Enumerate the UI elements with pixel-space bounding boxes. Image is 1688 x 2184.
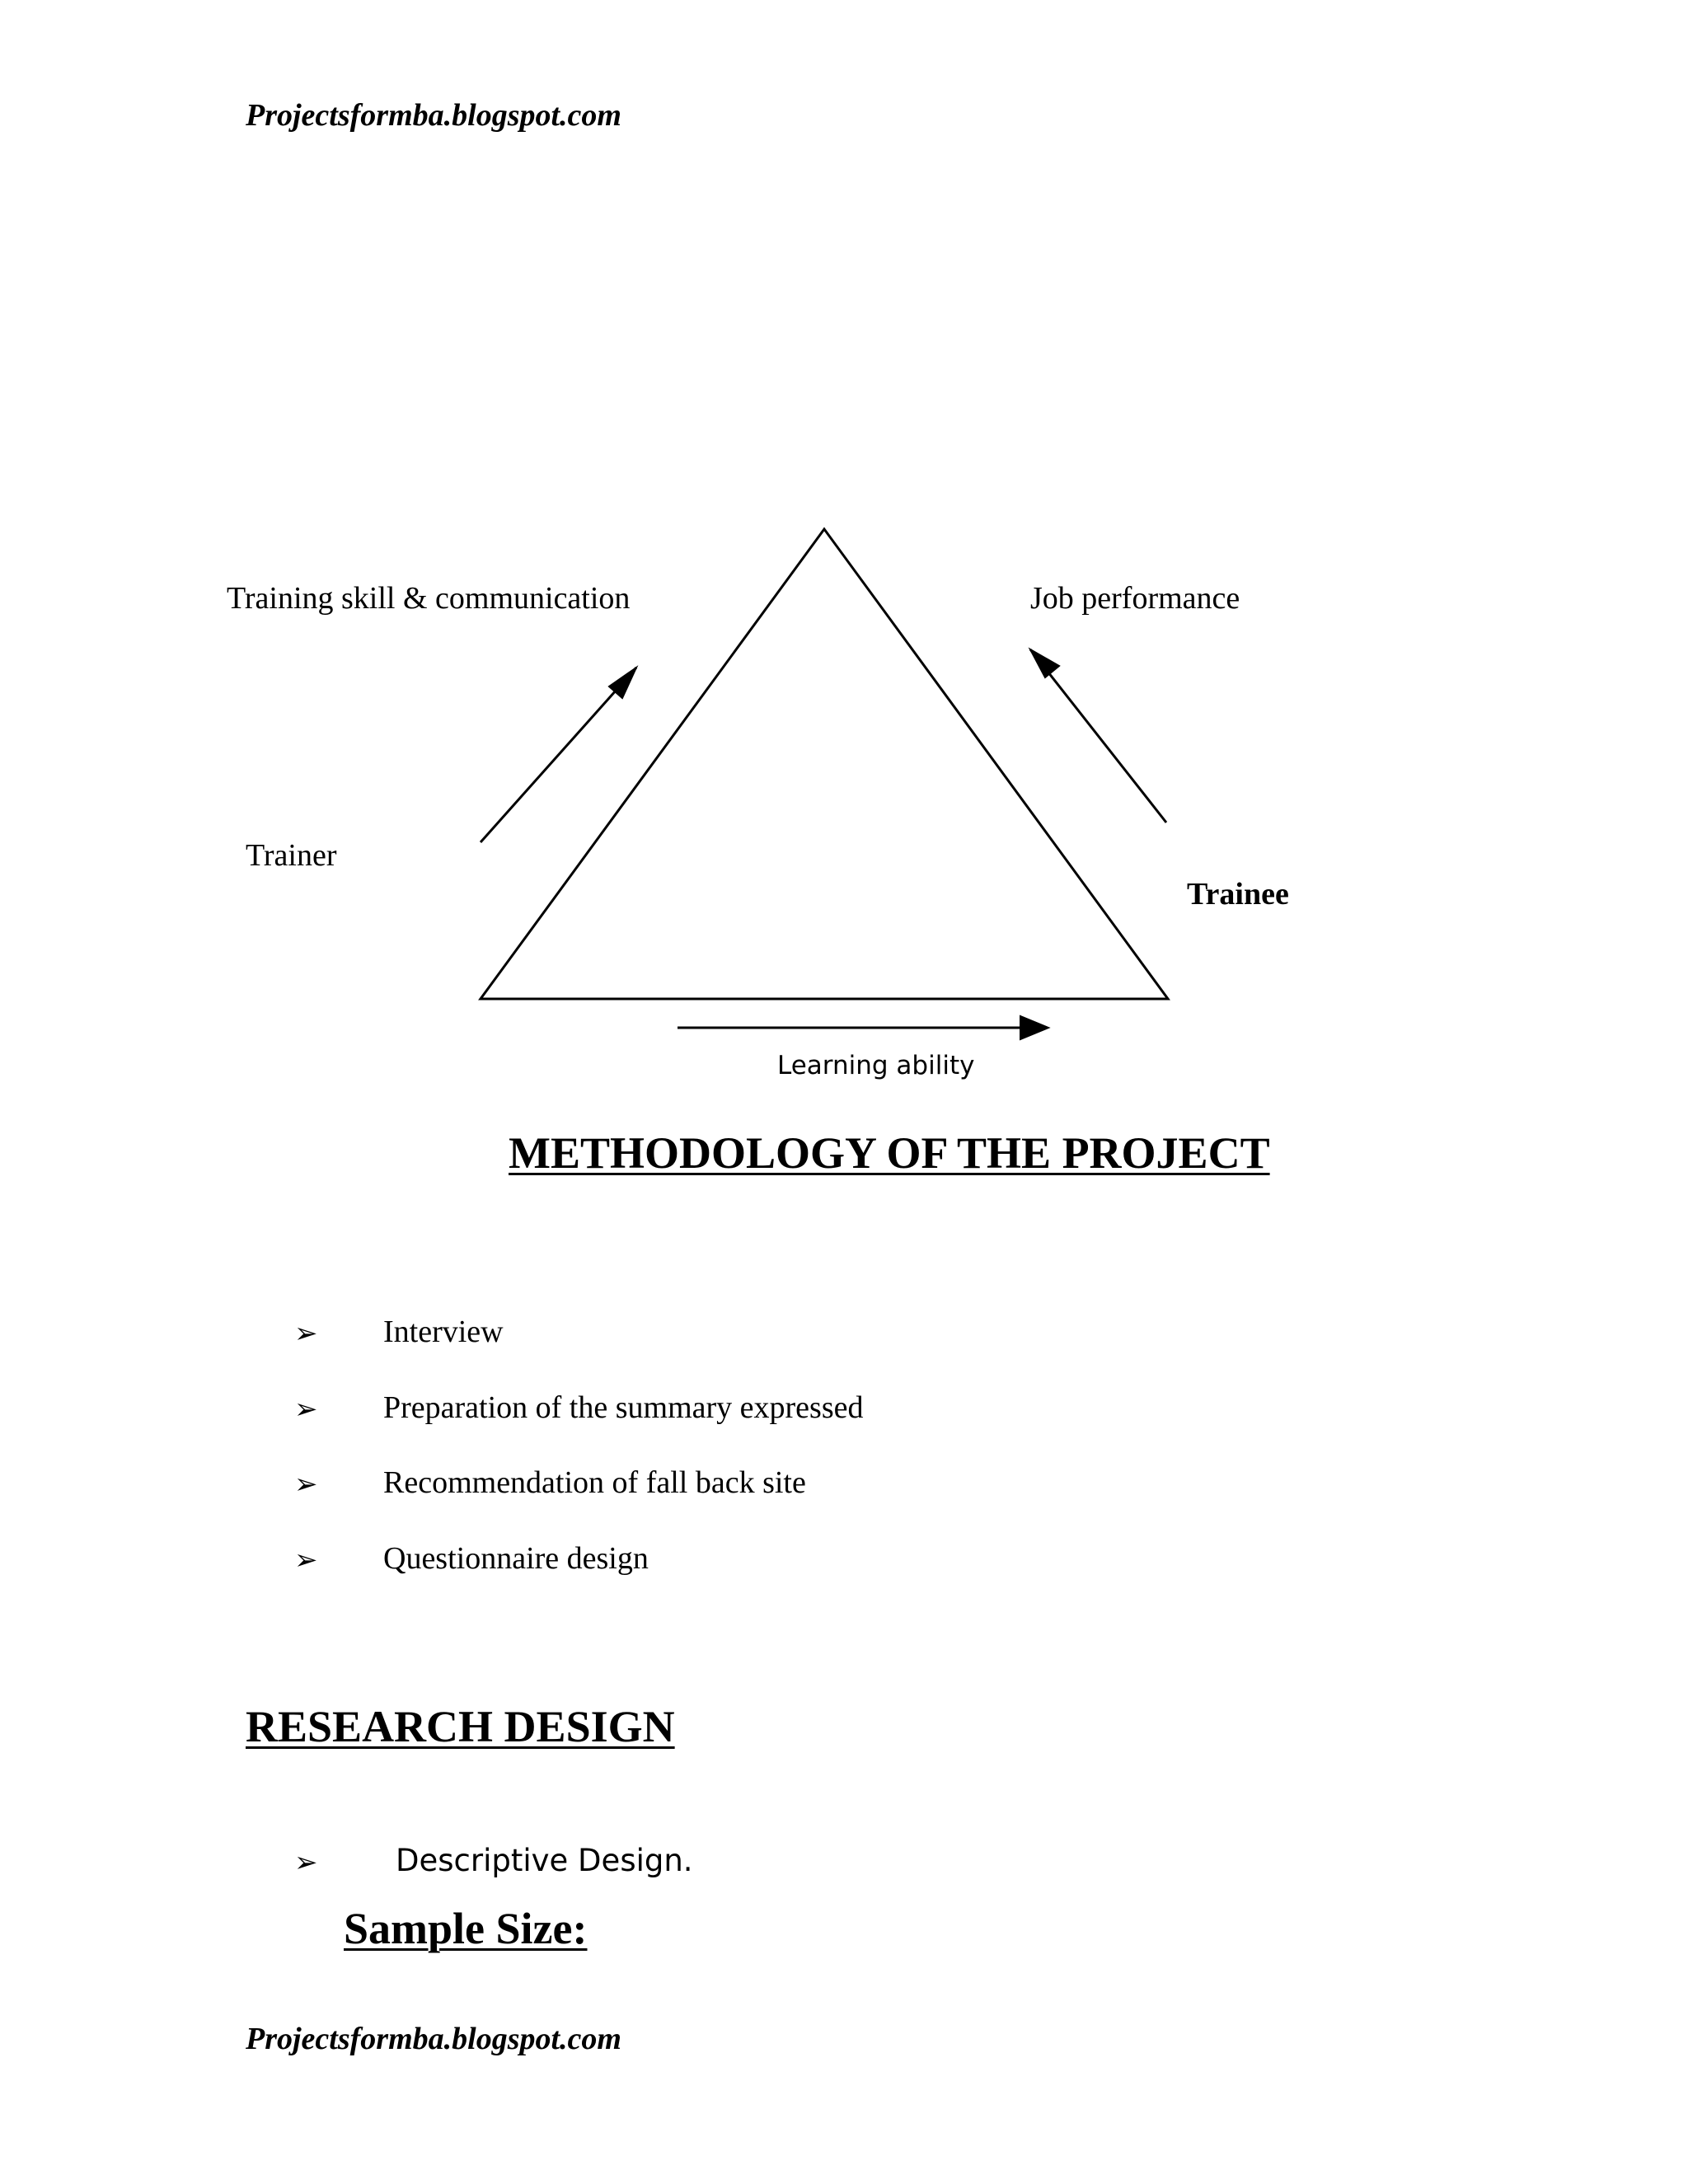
label-job-performance: Job performance <box>1030 581 1240 616</box>
methodology-heading: METHODOLOGY OF THE PROJECT <box>509 1128 1270 1178</box>
list-item: Recommendation of fall back site <box>383 1465 806 1500</box>
bullet-arrow-icon: ➢ <box>294 1468 318 1501</box>
bullet-arrow-icon: ➢ <box>294 1393 318 1426</box>
label-learning-ability: Learning ability <box>777 1051 975 1080</box>
arrowhead-trainee-to-performance <box>1030 649 1059 677</box>
label-trainee: Trainee <box>1187 877 1289 912</box>
bullet-arrow-icon: ➢ <box>294 1846 318 1879</box>
list-item: Questionnaire design <box>383 1541 649 1576</box>
arrowhead-learning-ability <box>1020 1016 1048 1039</box>
label-trainer: Trainer <box>246 838 337 873</box>
label-training-skill: Training skill & communication <box>227 581 631 616</box>
list-item: Descriptive Design. <box>396 1843 693 1878</box>
bullet-arrow-icon: ➢ <box>294 1544 318 1577</box>
bullet-arrow-icon: ➢ <box>294 1317 318 1350</box>
footer-site-text: Projectsformba.blogspot.com <box>246 2022 621 2056</box>
arrow-trainee-to-performance <box>1030 649 1166 823</box>
list-item: Interview <box>383 1315 504 1349</box>
research-design-heading: RESEARCH DESIGN <box>246 1702 675 1751</box>
sample-size-heading: Sample Size: <box>344 1904 588 1953</box>
list-item: Preparation of the summary expressed <box>383 1390 864 1425</box>
header-site-text: Projectsformba.blogspot.com <box>246 98 621 133</box>
